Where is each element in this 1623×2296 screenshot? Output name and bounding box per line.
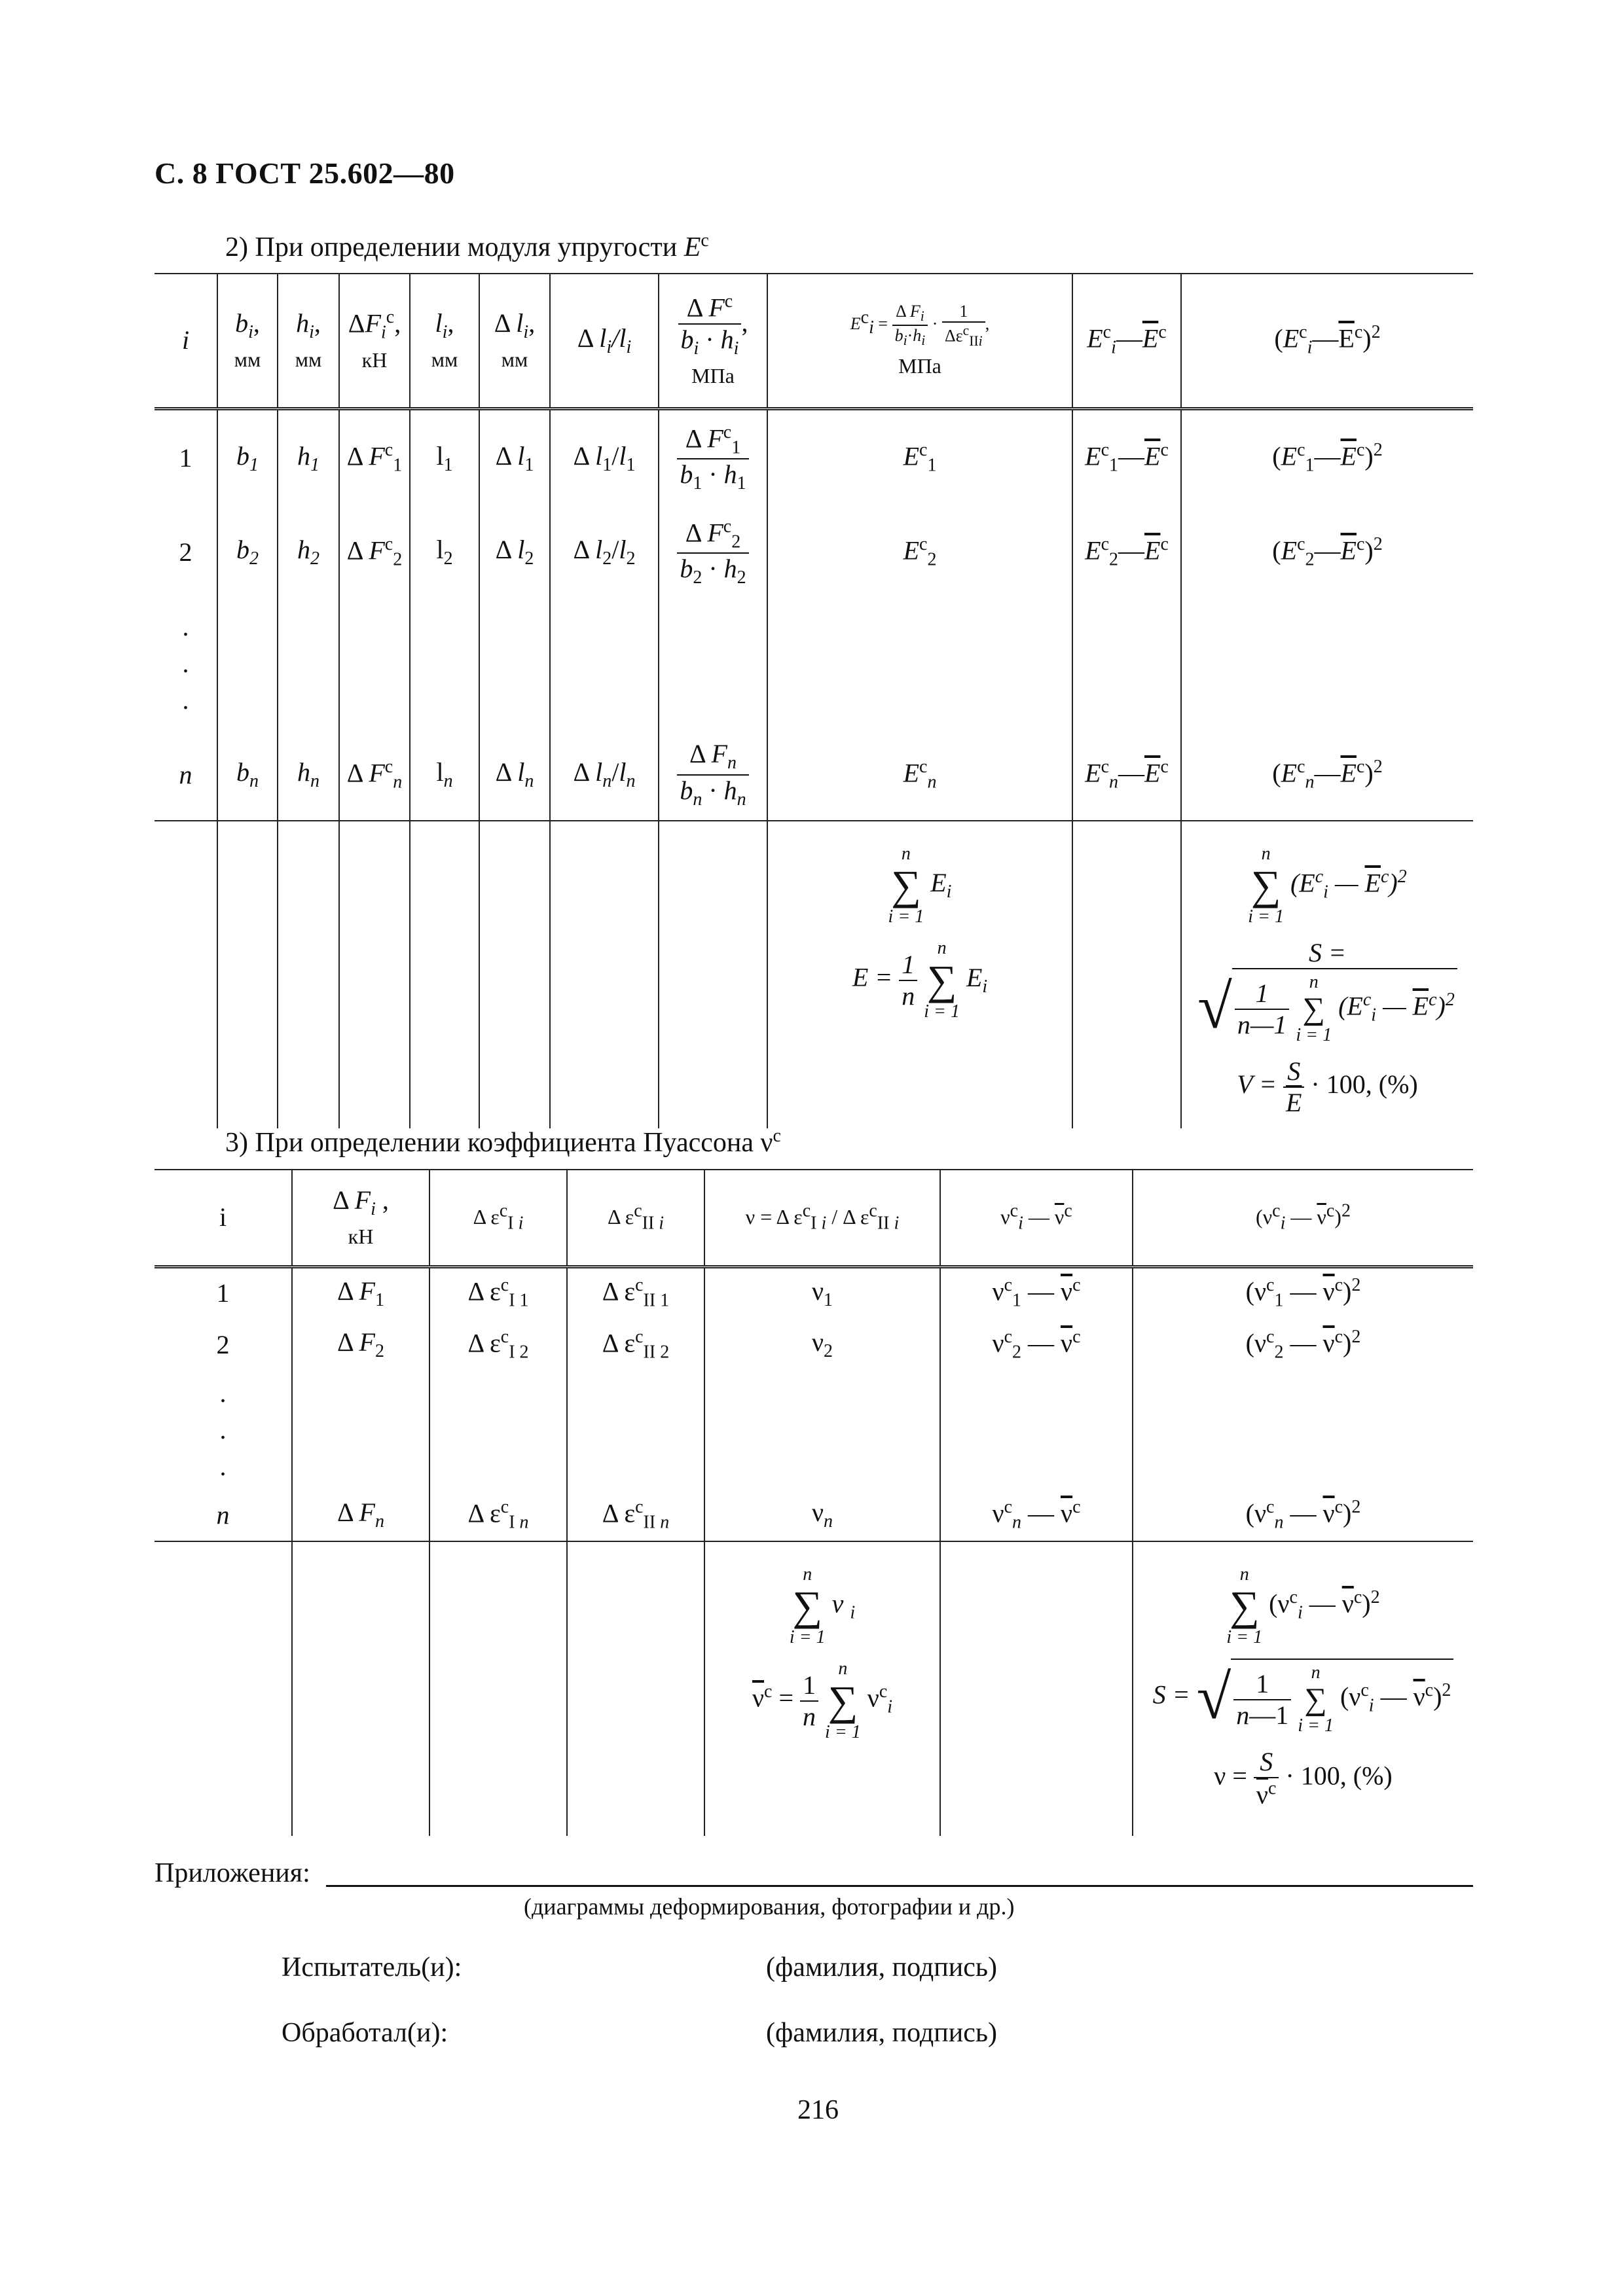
sum-of-nu: n ∑ i = 1 ν $_i$	[789, 1564, 856, 1648]
col-header-strain: Δ $l_i/l_i$	[550, 274, 659, 408]
section-title-symbol: E	[684, 232, 701, 262]
table-row	[155, 507, 1473, 598]
cell-dl: Δ $l_2$	[479, 507, 550, 598]
standard-deviation: S = √ $\frac{1}{n—1}$ n ∑ i = 1 ($E^c_i$ — $\overline{E}^c)^2$	[1186, 938, 1469, 1045]
cell-modulus: $E^c_n$	[767, 729, 1072, 821]
row-index: 2	[155, 507, 217, 598]
deviation-summary	[1181, 821, 1473, 1128]
processor-label: Обработал(и):	[282, 2018, 448, 2048]
col-header-i: i	[155, 1170, 292, 1266]
cell-h: $h_2$	[278, 507, 339, 598]
cell-deviation: $E^c_2—\overline{E}^c$	[1072, 507, 1181, 598]
cell-stress: $\frac{\Delta F^c_1}{b_1 \cdot h_1}$	[659, 408, 767, 507]
col-header-dl: Δ $l_i$, мм	[479, 274, 550, 408]
row-index: n	[155, 1489, 292, 1541]
cell-stress: $\frac{\Delta F_n}{b_n \cdot h_n}$	[659, 729, 767, 821]
section-title-symbol: ν	[760, 1128, 773, 1158]
section-title-elastic-modulus	[225, 230, 709, 263]
table-row	[155, 1266, 1473, 1319]
section-title-text: 2) При определении модуля упругости	[225, 232, 678, 262]
col-header-dF: Δ $F_i$ , кН	[292, 1170, 429, 1266]
row-index: 1	[155, 1266, 292, 1319]
coefficient-of-variation: V = $\frac{S}{E}$ · 100, (%)	[1237, 1056, 1418, 1117]
mean-nu: $\overline{\nu}^c$ = $\frac{1}{n}$ n ∑ i = 1 $\nu^c_i$	[752, 1659, 893, 1742]
cell-strain-trans: Δ $\varepsilon^c_{II n}$	[567, 1489, 704, 1541]
cell-nu-deviation-squared: ($\nu^c_2$ — $\overline{\nu}^c)^2$	[1133, 1319, 1473, 1371]
mean-modulus: E = $\frac{1}{n}$ n ∑ i = 1 $E_i$	[852, 938, 988, 1022]
cell-deviation: $E^c_1—\overline{E}^c$	[1072, 408, 1181, 507]
col-header-strain-trans: Δ εcII i	[567, 1170, 704, 1266]
nu-summary	[704, 1541, 940, 1836]
sum-of-squares: n ∑ i = 1 ($E^c_i$ — $\overline{E}^c)^2$	[1248, 844, 1407, 927]
cell-deviation-squared: $(E^c_2—\overline{E}^c)^2$	[1181, 507, 1473, 598]
cell-nu-deviation-squared: ($\nu^c_n$ — $\overline{\nu}^c)^2$	[1133, 1489, 1473, 1541]
coefficient-of-variation: ν = $\frac{S}{\overline{\nu}^c}$ · 100, (%)	[1214, 1746, 1393, 1810]
cell-dl: Δ $l_1$	[479, 408, 550, 507]
appendix-note: (диаграммы деформирования, фотографии и др.)	[524, 1893, 1015, 1920]
col-header-h: $h_i$, мм	[278, 274, 339, 408]
processor-signature: (фамилия, подпись)	[766, 2018, 998, 2048]
cell-b: $b_1$	[217, 408, 278, 507]
page-header: С. 8 ГОСТ 25.602—80	[155, 156, 455, 190]
cell-dF: Δ $F_2$	[292, 1319, 429, 1371]
table-header-row	[155, 1170, 1473, 1266]
nu-deviation-summary	[1133, 1541, 1473, 1836]
col-header-deviation-squared: $(E^c_i—\overline{E}^c)^2$	[1181, 274, 1473, 408]
cell-deviation-squared: $(E^c_1—\overline{E}^c)^2$	[1181, 408, 1473, 507]
section-title-poisson	[225, 1126, 781, 1158]
col-header-strain-long: Δ εcI i	[429, 1170, 567, 1266]
table-row	[155, 729, 1473, 821]
col-header-deviation: $E^c_i—\overline{E}^c$	[1072, 274, 1181, 408]
col-header-modulus: Eci = $\frac{\Delta F_i}{b_i\cdot h_i}$ · $\frac{1}{\Delta\varepsilon^c_{IIi}}$ , МПа	[767, 274, 1072, 408]
col-header-nu: ν = Δ εcI i / Δ εcII i	[704, 1170, 940, 1266]
cell-dF: Δ $F^c_2$	[339, 507, 410, 598]
cell-strain-long: Δ $\varepsilon^c_{I 1}$	[429, 1266, 567, 1319]
cell-nu-deviation: $\nu^c_n$ — $\overline{\nu}^c$	[940, 1489, 1133, 1541]
cell-modulus: $E^c_1$	[767, 408, 1072, 507]
col-header-dF: $\Delta F_i^c$, кН	[339, 274, 410, 408]
col-header-nu-deviation-squared: (νci — $\overline{\nu}c)2$	[1133, 1170, 1473, 1266]
cell-nu-deviation: $\nu^c_1$ — $\overline{\nu}^c$	[940, 1266, 1133, 1319]
appendix-line	[326, 1885, 1473, 1887]
ellipsis-dots: . . .	[155, 1371, 292, 1489]
sum-of-squares: n ∑ i = 1 ($\nu^c_i$ — $\overline{\nu}^c)^2$	[1226, 1564, 1380, 1648]
tester-signature: (фамилия, подпись)	[766, 1952, 998, 1982]
cell-nu: $\nu_2$	[704, 1319, 940, 1371]
sum-of-modulus: n ∑ i = 1 $E_i$	[888, 844, 952, 927]
cell-strain: Δ $l_2/l_2$	[550, 507, 659, 598]
cell-nu-deviation-squared: ($\nu^c_1$ — $\overline{\nu}^c)^2$	[1133, 1266, 1473, 1319]
table-row-ellipsis	[155, 1371, 1473, 1489]
col-header-stress: $\frac{\Delta F^c}{b_i \cdot h_i}$ , МПа	[659, 274, 767, 408]
cell-strain-long: Δ $\varepsilon^c_{I n}$	[429, 1489, 567, 1541]
modulus-summary	[767, 821, 1072, 1128]
cell-b: $b_2$	[217, 507, 278, 598]
page-number: 216	[797, 2095, 839, 2125]
cell-strain-trans: Δ $\varepsilon^c_{II 2}$	[567, 1319, 704, 1371]
table-row	[155, 408, 1473, 507]
cell-dF: Δ $F_1$	[292, 1266, 429, 1319]
section-title-text: 3) При определении коэффициента Пуассона	[225, 1128, 754, 1158]
cell-l: $l_n$	[410, 729, 479, 821]
cell-dl: Δ $l_n$	[479, 729, 550, 821]
poisson-table	[155, 1169, 1473, 1836]
table-row	[155, 1489, 1473, 1541]
cell-strain-trans: Δ $\varepsilon^c_{II 1}$	[567, 1266, 704, 1319]
standard-deviation: S = √ $\frac{1}{n—1}$ n ∑ i = 1 ($\nu^c_i$ — $\overline{\nu}^c)^2$	[1137, 1659, 1469, 1736]
ellipsis-dots: . . .	[155, 598, 217, 729]
cell-deviation: $E^c_n—\overline{E}^c$	[1072, 729, 1181, 821]
cell-deviation-squared: $(E^c_n—\overline{E}^c)^2$	[1181, 729, 1473, 821]
table-row	[155, 1319, 1473, 1371]
appendix-label: Приложения:	[155, 1858, 310, 1888]
cell-dF: Δ $F^c_n$	[339, 729, 410, 821]
elastic-modulus-table	[155, 273, 1473, 1128]
cell-h: $h_1$	[278, 408, 339, 507]
col-header-b: $b_i$, мм	[217, 274, 278, 408]
row-index: 2	[155, 1319, 292, 1371]
table-header-row	[155, 274, 1473, 408]
col-header-i: i	[155, 274, 217, 408]
tester-label: Испытатель(и):	[282, 1952, 462, 1982]
section-title-sup: c	[773, 1126, 781, 1146]
cell-h: $h_n$	[278, 729, 339, 821]
row-index: 1	[155, 408, 217, 507]
section-title-sup: c	[701, 230, 709, 251]
table-row-ellipsis	[155, 598, 1473, 729]
cell-l: $l_1$	[410, 408, 479, 507]
cell-l: $l_2$	[410, 507, 479, 598]
cell-stress: $\frac{\Delta F^c_2}{b_2 \cdot h_2}$	[659, 507, 767, 598]
cell-dF: Δ $F_n$	[292, 1489, 429, 1541]
cell-b: $b_n$	[217, 729, 278, 821]
cell-nu: $\nu_1$	[704, 1266, 940, 1319]
cell-nu-deviation: $\nu^c_2$ — $\overline{\nu}^c$	[940, 1319, 1133, 1371]
cell-strain-long: Δ $\varepsilon^c_{I 2}$	[429, 1319, 567, 1371]
cell-strain: Δ $l_n/l_n$	[550, 729, 659, 821]
cell-nu: $\nu_n$	[704, 1489, 940, 1541]
summary-row	[155, 1541, 1473, 1836]
col-header-nu-deviation: νci — $\overline{\nu}c$	[940, 1170, 1133, 1266]
cell-modulus: $E^c_2$	[767, 507, 1072, 598]
cell-dF: Δ $F^c_1$	[339, 408, 410, 507]
col-header-l: $l_i$, мм	[410, 274, 479, 408]
cell-strain: Δ $l_1/l_1$	[550, 408, 659, 507]
row-index: n	[155, 729, 217, 821]
summary-row	[155, 821, 1473, 1128]
